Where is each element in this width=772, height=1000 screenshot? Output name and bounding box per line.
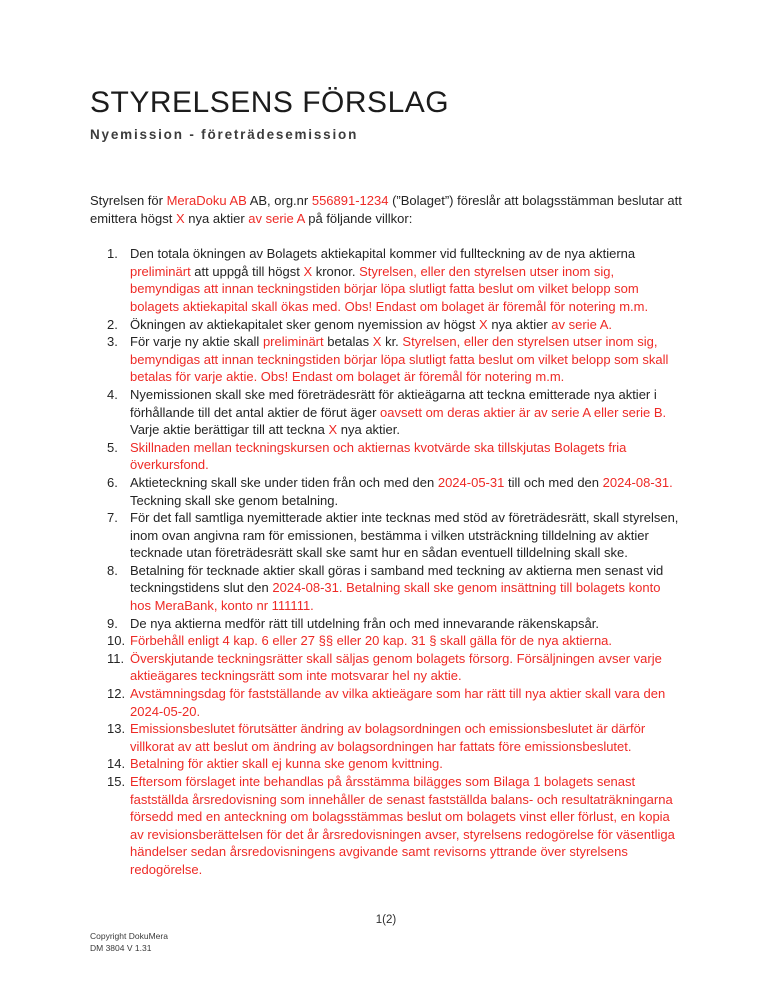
document-title: STYRELSENS FÖRSLAG xyxy=(90,86,450,119)
text-run: oavsett om deras aktier är av serie A eller serie B. xyxy=(380,404,667,420)
list-item xyxy=(90,474,684,509)
item-text xyxy=(130,720,684,755)
text-run: X xyxy=(372,334,382,350)
document-content xyxy=(90,86,684,879)
text-run: MeraDoku AB xyxy=(166,193,247,208)
text-run: AB, org.nr xyxy=(246,193,312,208)
text-run: Nyemissionen skall ske med företrädesrätt för aktieägarna att teckna emitterade nya aktier i förhållande till det antal aktier de förut äger xyxy=(130,386,657,420)
item-number: 6. xyxy=(107,474,118,490)
text-run: preliminärt xyxy=(130,263,191,279)
text-run: av serie A xyxy=(248,210,305,226)
text-run: Förbehåll enligt 4 kap. 6 eller 27 §§ eller 20 kap. 31 § skall gälla för de nya aktierna. xyxy=(130,633,613,649)
list-item xyxy=(90,755,684,773)
item-number: 1. xyxy=(107,246,118,262)
intro-paragraph xyxy=(90,192,684,227)
text-run: X xyxy=(479,316,488,332)
item-number: 4. xyxy=(107,386,118,402)
text-run: kr. xyxy=(381,334,403,350)
item-text xyxy=(130,755,684,773)
text-run: 2024-08-31. xyxy=(602,474,673,490)
list-item xyxy=(90,333,684,386)
text-run: nya aktier. xyxy=(337,422,401,438)
text-run: (”Bolaget”) föreslår att bolagsstämman beslutar att emittera högst xyxy=(90,193,682,226)
list-item xyxy=(90,773,684,879)
list-item xyxy=(90,685,684,720)
item-number: 13. xyxy=(107,721,126,737)
document-subtitle: Nyemission - företrädesemission xyxy=(90,127,359,142)
item-text xyxy=(130,773,684,879)
item-text xyxy=(130,685,684,720)
text-run: till och med den xyxy=(504,474,603,490)
text-run: 2024-08-31. Betalning skall ske genom insättning till bolagets konto hos MeraBank, konto nr 111111. xyxy=(130,580,661,614)
list-item xyxy=(90,615,684,633)
text-run: X xyxy=(176,210,185,226)
list-item xyxy=(90,562,684,615)
footer-copyright: Copyright DokuMera xyxy=(90,931,168,941)
list-item xyxy=(90,650,684,685)
text-run: Emissionsbeslutet förutsätter ändring av bolagsordningen och emissionsbeslutet är därför villkorat av att beslut om ändring av bolagsordningen har fattats före emissionsbeslutet. xyxy=(130,721,646,754)
terms-list xyxy=(90,245,684,878)
text-run: kronor. xyxy=(312,263,360,279)
text-run: Teckning skall ske genom betalning. xyxy=(130,492,339,508)
text-run: 556891-1234 xyxy=(311,193,389,208)
item-number: 11. xyxy=(107,650,125,666)
item-number: 14. xyxy=(107,756,126,772)
item-text xyxy=(130,650,684,685)
list-item xyxy=(90,720,684,755)
item-number: 15. xyxy=(107,774,126,789)
item-number: 9. xyxy=(107,615,118,631)
text-run: att uppgå till högst xyxy=(190,263,304,279)
text-run: preliminärt xyxy=(262,334,324,350)
text-run: För varje ny aktie skall xyxy=(130,334,263,350)
text-run: Betalning för tecknade aktier skall göras i samband med teckning av aktierna men senast vid teckningstidens slut den xyxy=(130,562,664,596)
item-text xyxy=(130,439,684,474)
item-text xyxy=(130,509,684,562)
text-run: Varje aktie berättigar till att teckna xyxy=(130,422,329,438)
text-run: Betalning för aktier skall ej kunna ske genom kvittning. xyxy=(130,756,443,772)
text-run: Överskjutande teckningsrätter skall säljas genom bolagets försorg. Försäljningen avser varje aktieägares teckningsrätt som inte motsvarar hel ny aktie. xyxy=(130,650,662,684)
text-run: 2024-05-31 xyxy=(437,474,505,490)
text-run: Aktieteckning skall ske under tiden från och med den xyxy=(130,474,438,490)
page-number: 1(2) xyxy=(375,914,397,926)
list-item xyxy=(90,439,684,474)
text-run: nya aktier xyxy=(487,316,552,332)
text-run: Skillnaden mellan teckningskursen och aktiernas kvotvärde ska tillskjutas Bolagets fria överkursfond. xyxy=(130,439,627,473)
item-text xyxy=(130,615,684,633)
item-text xyxy=(130,316,684,334)
text-run: Den totala ökningen av Bolagets aktiekapital kommer vid fullteckning av de nya aktierna xyxy=(130,246,636,262)
document-footer xyxy=(90,931,168,954)
item-number: 3. xyxy=(107,334,118,350)
text-run: Styrelsen, eller den styrelsen utser inom sig, bemyndigas att innan teckningstiden börjar löpa slutligt fatta beslut om vilket belopp som bolagets aktiekapital skall ökas med. Obs! Endast om bolaget är föremål för notering m.m. xyxy=(130,263,649,314)
text-run: nya aktier xyxy=(184,210,249,226)
item-text xyxy=(130,245,684,315)
item-number: 12. xyxy=(107,686,126,702)
text-run: X xyxy=(303,263,313,279)
list-item xyxy=(90,386,684,439)
text-run: Avstämningsdag för fastställande av vilka aktieägare som har rätt till nya aktier skall vara den 2024-05-20. xyxy=(130,686,666,719)
item-text xyxy=(130,474,684,509)
text-run: För det fall samtliga nyemitterade aktier inte tecknas med stöd av företrädesrätt, skall styrelsen, inom ovan angivna ram för emissionen, bestämma i vilken utsträckning tilldelning av aktier tecknade utan företrädesrätt skall ske samt hur en sådan eventuell tilldelning skall ske. xyxy=(130,510,679,561)
text-run: X xyxy=(328,422,338,438)
list-item xyxy=(90,632,684,650)
text-run: betalas xyxy=(323,334,373,350)
text-run: Styrelsen för xyxy=(90,193,167,208)
list-item xyxy=(90,245,684,315)
text-run: Styrelsen, eller den styrelsen utser inom sig, bemyndigas att innan teckningstiden börjar löpa slutligt fatta beslut om vilket belopp som skall betalas för varje aktie. Obs! Endast om bolaget är föremål för notering m.m. xyxy=(130,334,669,385)
item-text xyxy=(130,333,684,386)
item-number: 8. xyxy=(107,562,118,578)
text-run: Ökningen av aktiekapitalet sker genom nyemission av högst xyxy=(130,316,480,332)
item-number: 2. xyxy=(107,316,118,332)
item-text xyxy=(130,386,684,439)
footer-version: DM 3804 V 1.31 xyxy=(90,942,152,953)
item-number: 7. xyxy=(107,510,118,526)
text-run: av serie A. xyxy=(551,316,612,332)
list-item xyxy=(90,509,684,562)
text-run: Eftersom förslaget inte behandlas på årsstämma bilägges som Bilaga 1 bolagets senast fastställda årsredovisning som innehåller de senast fastställda balans- och resultaträkningarna försedd med en anteckning om bolagsstämmas beslut om bolagets vinst eller förlust, en kopia av revisionsberättelsen för det år årsredovisningen avser, styrelsens redogörelse för väsentliga händelser sedan årsredovisningens avgivande samt revisorns yttrande över styrelsens redogörelse. xyxy=(130,774,675,877)
text-run: på följande villkor: xyxy=(304,210,413,226)
item-text xyxy=(130,632,684,650)
item-number: 10. xyxy=(107,633,126,649)
item-number: 5. xyxy=(107,439,118,455)
list-item xyxy=(90,316,684,334)
text-run: De nya aktierna medför rätt till utdelning från och med innevarande räkenskapsår. xyxy=(130,615,599,631)
item-text xyxy=(130,562,684,615)
